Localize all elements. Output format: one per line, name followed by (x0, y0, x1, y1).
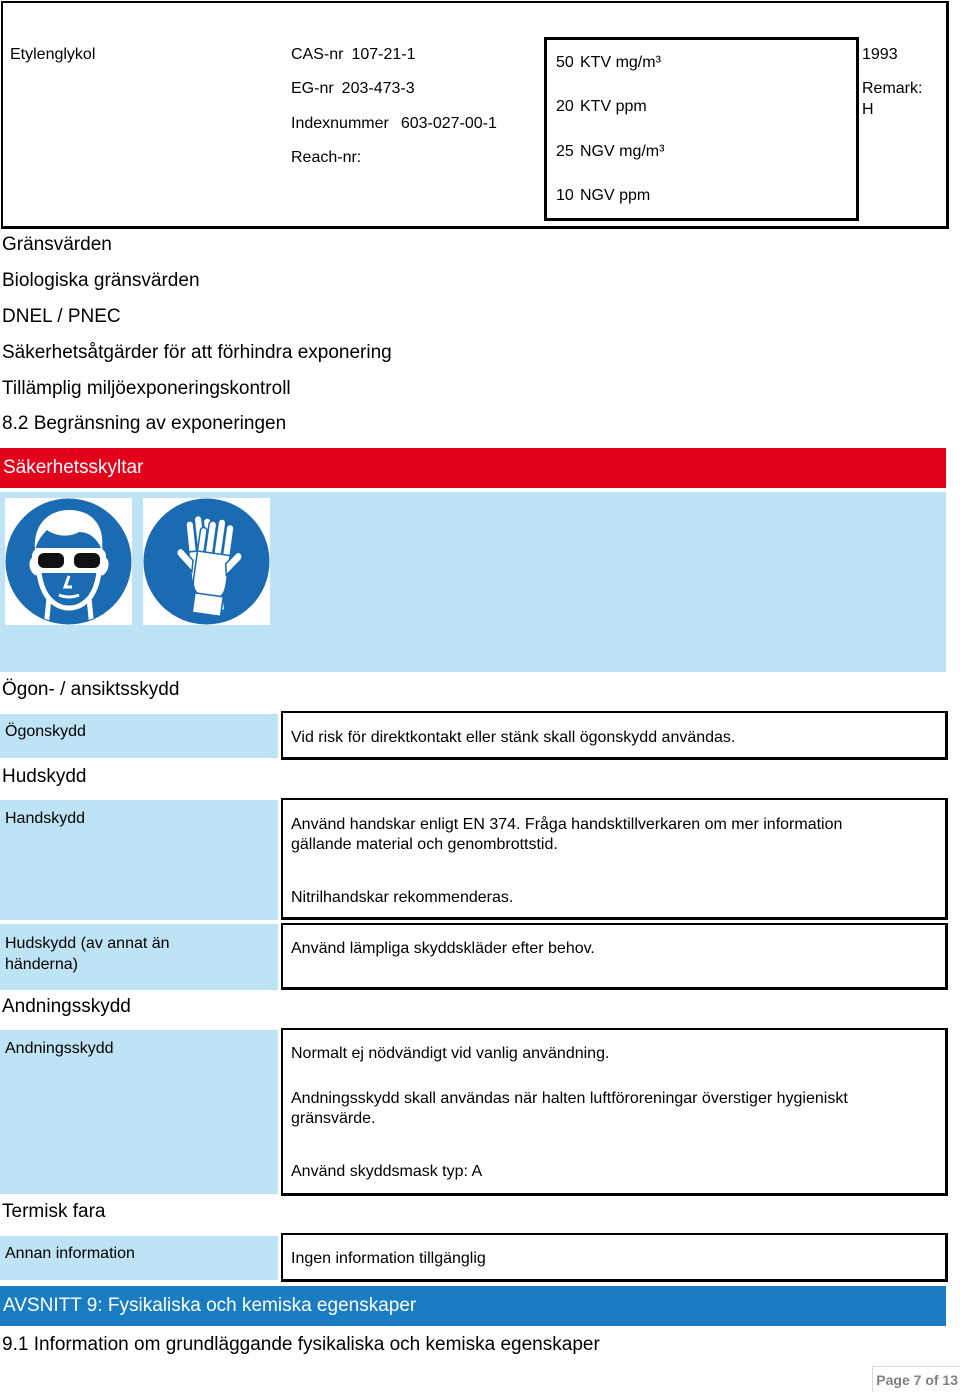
section-9-1-heading: 9.1 Information om grundläggande fysikaliska och kemiska egenskaper (2, 1334, 600, 1355)
heading-eye-face-protection: Ögon- / ansiktsskydd (2, 679, 180, 700)
cas-value: 107-21-1 (351, 46, 416, 63)
reach-number-label: Reach-nr: (291, 149, 362, 166)
index-value: 603-027-00-1 (400, 115, 497, 132)
row-text: Använd skyddsmask typ: A (291, 1163, 483, 1180)
limit-value: 20 (556, 98, 574, 115)
heading-thermal-hazard: Termisk fara (2, 1201, 106, 1222)
heading-biological-limits: Biologiska gränsvärden (2, 270, 200, 291)
heading-limit-values: Gränsvärden (2, 234, 112, 255)
limit-unit: NGV mg/m³ (580, 143, 665, 160)
hand-protection-icon (143, 498, 270, 625)
page-number: Page 7 of 13 (872, 1366, 960, 1392)
index-label: Indexnummer (291, 115, 389, 132)
limit-row (556, 97, 647, 117)
limit-value: 25 (556, 143, 574, 160)
heading-exposure-limitation: 8.2 Begränsning av exponeringen (2, 413, 287, 434)
eye-protection-icon (5, 498, 132, 625)
cas-number (291, 45, 416, 65)
safety-signs-panel (0, 492, 946, 672)
limit-unit: KTV ppm (580, 98, 647, 115)
cas-label: CAS-nr (291, 46, 344, 63)
row-text: Nitrilhandskar rekommenderas. (291, 889, 514, 906)
row-label-respiratory-protection: Andningsskydd (5, 1040, 114, 1057)
row-text: Andningsskydd skall användas när halten luftföroreningar överstiger hygieniskt gränsvärde. (291, 1090, 848, 1127)
limit-year: 1993 (862, 46, 898, 63)
remark-label: Remark: (862, 80, 923, 97)
row-text: Normalt ej nödvändigt vid vanlig användning. (291, 1045, 610, 1062)
heading-skin-protection: Hudskydd (2, 766, 87, 787)
row-label-hand-protection: Handskydd (5, 810, 86, 827)
row-label-eye-protection: Ögonskydd (5, 723, 86, 740)
limit-value: 10 (556, 187, 574, 204)
eg-label: EG-nr (291, 80, 334, 97)
row-label-body-protection: Hudskydd (av annat än händerna) (5, 935, 170, 973)
row-text: Använd handskar enligt EN 374. Fråga handsktillverkaren om mer information gällande material och genombrottstid. (291, 816, 843, 853)
limit-unit: NGV ppm (580, 187, 651, 204)
row-text: Vid risk för direktkontakt eller stänk skall ögonskydd användas. (291, 729, 736, 746)
heading-dnel-pnec: DNEL / PNEC (2, 306, 121, 327)
heading-environmental-control: Tillämplig miljöexponeringskontroll (2, 378, 291, 399)
limit-row (556, 186, 650, 206)
eg-number (291, 79, 415, 99)
row-label-other-information: Annan information (5, 1245, 135, 1262)
row-text: Ingen information tillgänglig (291, 1250, 486, 1267)
eg-value: 203-473-3 (341, 80, 415, 97)
heading-respiratory-protection: Andningsskydd (2, 996, 131, 1017)
row-text: Använd lämpliga skyddskläder efter behov. (291, 940, 595, 957)
section-9-bar: AVSNITT 9: Fysikaliska och kemiska egenskaper (0, 1286, 946, 1326)
limit-unit: KTV mg/m³ (580, 54, 661, 71)
remark-value: H (862, 101, 874, 118)
index-number (291, 114, 497, 134)
limit-row (556, 142, 664, 162)
limit-row (556, 53, 661, 73)
safety-signs-bar: Säkerhetsskyltar (0, 448, 946, 488)
heading-safety-measures: Säkerhetsåtgärder för att förhindra exponering (2, 342, 392, 363)
limit-value: 50 (556, 54, 574, 71)
substance-name: Etylenglykol (10, 46, 96, 63)
